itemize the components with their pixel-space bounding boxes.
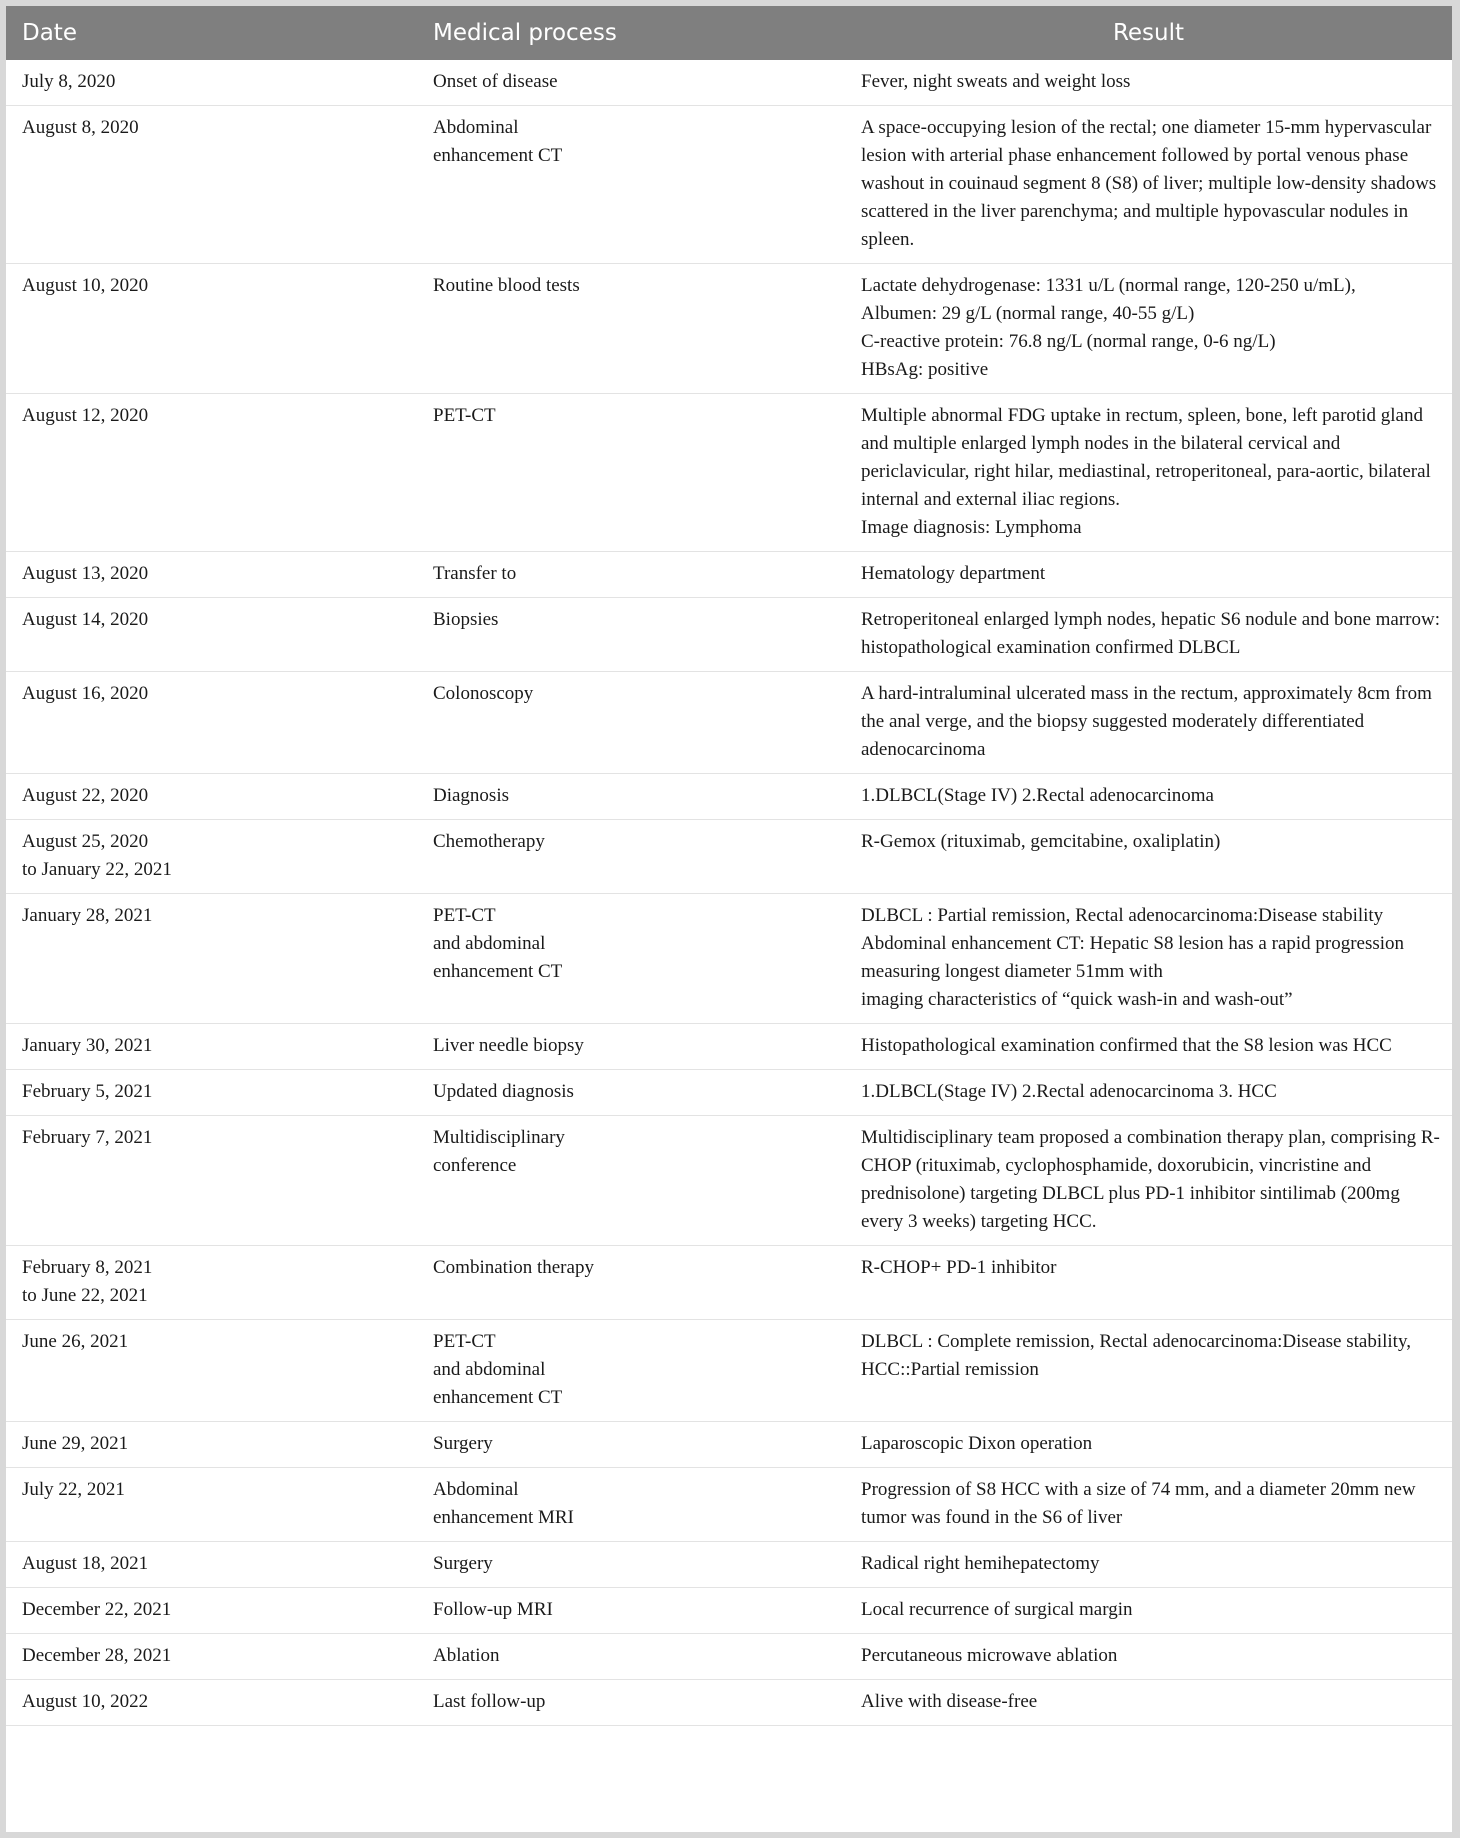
process-cell: Surgery xyxy=(417,1422,845,1468)
table-row xyxy=(6,1246,1452,1320)
date-cell: June 26, 2021 xyxy=(6,1320,417,1422)
date-cell: August 22, 2020 xyxy=(6,774,417,820)
date-cell: August 8, 2020 xyxy=(6,106,417,264)
process-cell: Surgery xyxy=(417,1542,845,1588)
table-row xyxy=(6,820,1452,894)
process-cell: Chemotherapy xyxy=(417,820,845,894)
result-cell: 1.DLBCL(Stage IV) 2.Rectal adenocarcinoma 3. HCC xyxy=(845,1070,1452,1116)
process-cell: PET-CT and abdominal enhancement CT xyxy=(417,1320,845,1422)
date-cell: June 29, 2021 xyxy=(6,1422,417,1468)
result-cell: A hard-intraluminal ulcerated mass in the rectum, approximately 8cm from the anal verge, and the biopsy suggested moderately differentiated adenocarcinoma xyxy=(845,672,1452,774)
result-cell: Radical right hemihepatectomy xyxy=(845,1542,1452,1588)
process-cell: Diagnosis xyxy=(417,774,845,820)
table-header xyxy=(6,6,1452,60)
process-cell: Colonoscopy xyxy=(417,672,845,774)
table-row xyxy=(6,552,1452,598)
header-result: Result xyxy=(845,6,1452,60)
table-row xyxy=(6,1680,1452,1726)
result-cell: DLBCL : Complete remission, Rectal adenocarcinoma:Disease stability, HCC::Partial remission xyxy=(845,1320,1452,1422)
result-cell: Hematology department xyxy=(845,552,1452,598)
process-cell: Onset of disease xyxy=(417,60,845,106)
date-cell: August 10, 2022 xyxy=(6,1680,417,1726)
date-cell: December 22, 2021 xyxy=(6,1588,417,1634)
table-row xyxy=(6,1468,1452,1542)
date-cell: August 13, 2020 xyxy=(6,552,417,598)
process-cell: Transfer to xyxy=(417,552,845,598)
result-cell: Percutaneous microwave ablation xyxy=(845,1634,1452,1680)
process-cell: Abdominal enhancement MRI xyxy=(417,1468,845,1542)
date-cell: July 22, 2021 xyxy=(6,1468,417,1542)
table-row xyxy=(6,1070,1452,1116)
process-cell: Liver needle biopsy xyxy=(417,1024,845,1070)
process-cell: Multidisciplinary conference xyxy=(417,1116,845,1246)
date-cell: February 8, 2021 to June 22, 2021 xyxy=(6,1246,417,1320)
table-row xyxy=(6,672,1452,774)
result-cell: Lactate dehydrogenase: 1331 u/L (normal range, 120-250 u/mL), Albumen: 29 g/L (normal range, 40-55 g/L) C-reactive protein: 76.8 ng/L (normal range, 0-6 ng/L) HBsAg: positive xyxy=(845,264,1452,394)
process-cell: Combination therapy xyxy=(417,1246,845,1320)
process-cell: Ablation xyxy=(417,1634,845,1680)
table-row xyxy=(6,774,1452,820)
date-cell: August 14, 2020 xyxy=(6,598,417,672)
header-medical-process: Medical process xyxy=(417,6,845,60)
result-cell: R-CHOP+ PD-1 inhibitor xyxy=(845,1246,1452,1320)
table-row xyxy=(6,1116,1452,1246)
process-cell: Routine blood tests xyxy=(417,264,845,394)
result-cell: Multiple abnormal FDG uptake in rectum, spleen, bone, left parotid gland and multiple enlarged lymph nodes in the bilateral cervical and periclavicular, right hilar, mediastinal, retroperitoneal, para-aortic, bilateral internal and external iliac regions. Image diagnosis: Lymphoma xyxy=(845,394,1452,552)
result-cell: R-Gemox (rituximab, gemcitabine, oxaliplatin) xyxy=(845,820,1452,894)
table-body xyxy=(6,60,1452,1726)
date-cell: February 7, 2021 xyxy=(6,1116,417,1246)
result-cell: Laparoscopic Dixon operation xyxy=(845,1422,1452,1468)
result-cell: A space-occupying lesion of the rectal; one diameter 15-mm hypervascular lesion with arterial phase enhancement followed by portal venous phase washout in couinaud segment 8 (S8) of liver; multiple low-density shadows scattered in the liver parenchyma; and multiple hypovascular nodules in spleen. xyxy=(845,106,1452,264)
date-cell: August 18, 2021 xyxy=(6,1542,417,1588)
table-row xyxy=(6,1542,1452,1588)
table-row xyxy=(6,60,1452,106)
date-cell: February 5, 2021 xyxy=(6,1070,417,1116)
table-row xyxy=(6,1320,1452,1422)
process-cell: Follow-up MRI xyxy=(417,1588,845,1634)
table-row xyxy=(6,1024,1452,1070)
process-cell: Biopsies xyxy=(417,598,845,672)
result-cell: Local recurrence of surgical margin xyxy=(845,1588,1452,1634)
result-cell: Alive with disease-free xyxy=(845,1680,1452,1726)
date-cell: August 25, 2020 to January 22, 2021 xyxy=(6,820,417,894)
table-row xyxy=(6,394,1452,552)
date-cell: December 28, 2021 xyxy=(6,1634,417,1680)
process-cell: Last follow-up xyxy=(417,1680,845,1726)
table-row xyxy=(6,1422,1452,1468)
result-cell: Histopathological examination confirmed that the S8 lesion was HCC xyxy=(845,1024,1452,1070)
table-row xyxy=(6,1588,1452,1634)
date-cell: January 28, 2021 xyxy=(6,894,417,1024)
timeline-table xyxy=(6,6,1452,1726)
header-row xyxy=(6,6,1452,60)
process-cell: Updated diagnosis xyxy=(417,1070,845,1116)
table-row xyxy=(6,598,1452,672)
date-cell: August 12, 2020 xyxy=(6,394,417,552)
date-cell: July 8, 2020 xyxy=(6,60,417,106)
table-row xyxy=(6,264,1452,394)
date-cell: August 10, 2020 xyxy=(6,264,417,394)
process-cell: PET-CT and abdominal enhancement CT xyxy=(417,894,845,1024)
result-cell: Fever, night sweats and weight loss xyxy=(845,60,1452,106)
table-frame xyxy=(6,6,1452,1832)
result-cell: DLBCL : Partial remission, Rectal adenocarcinoma:Disease stability Abdominal enhancement CT: Hepatic S8 lesion has a rapid progression measuring longest diameter 51mm with imaging characteristics of “quick wash-in and wash-out” xyxy=(845,894,1452,1024)
table-row xyxy=(6,1634,1452,1680)
table-row xyxy=(6,894,1452,1024)
result-cell: Retroperitoneal enlarged lymph nodes, hepatic S6 nodule and bone marrow: histopathological examination confirmed DLBCL xyxy=(845,598,1452,672)
result-cell: Progression of S8 HCC with a size of 74 mm, and a diameter 20mm new tumor was found in the S6 of liver xyxy=(845,1468,1452,1542)
result-cell: 1.DLBCL(Stage IV) 2.Rectal adenocarcinoma xyxy=(845,774,1452,820)
date-cell: August 16, 2020 xyxy=(6,672,417,774)
date-cell: January 30, 2021 xyxy=(6,1024,417,1070)
result-cell: Multidisciplinary team proposed a combination therapy plan, comprising R-CHOP (rituximab, cyclophosphamide, doxorubicin, vincristine and prednisolone) targeting DLBCL plus PD-1 inhibitor sintilimab (200mg every 3 weeks) targeting HCC. xyxy=(845,1116,1452,1246)
table-row xyxy=(6,106,1452,264)
process-cell: PET-CT xyxy=(417,394,845,552)
header-date: Date xyxy=(6,6,417,60)
process-cell: Abdominal enhancement CT xyxy=(417,106,845,264)
